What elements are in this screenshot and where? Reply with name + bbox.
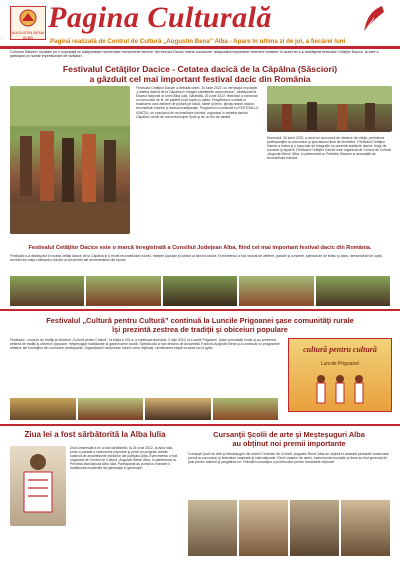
strip-photo: [213, 398, 279, 420]
article1-after-text: Festivalul s-a desfăşurat în incinta cetăţii dacice de la Căpâlna şi a reunit reconstituitori istorici, meşteri populari şi iubitori ai istoriei dacice. Evenimentul a fost marcat de ateliere, parade şi concerte, spectacole de teatru şi dans, demonstraţii de luptă, recreări din viaţa cotidiană a dacilor şi prezentări ale armamentului din epocă.: [10, 254, 383, 263]
article1-photo-small: [267, 86, 392, 132]
strip-photo: [316, 276, 390, 306]
masthead: [0, 0, 400, 48]
masthead-subtitle: Pagină realizată de Centrul de Cultură „Augustin Bena” Alba - Apare în ultima zi de joi, a fiecărei luni: [50, 38, 346, 45]
article3-text: Ziua Universală a Iei a fost sărbătorită, la 24 iunie 2022, la Alba Iulia, printr-o paradă a costumelor populare şi printr-un program artistic susţinut de ansamblurile folclorice ale judeţului Alba. Evenimentul a fost organizat de Centrul de Cultură „Augustin Bena” Alba, în parteneriat cu Primăria Municipiului Alba Iulia. Participanţii au purtat cu mândrie ii tradiţionale moştenite din generaţie în generaţie.: [70, 446, 178, 471]
article1-headline: [8, 64, 392, 84]
article3-photo: [10, 446, 66, 526]
article1-headline-line1: Festivalul Cetăţilor Dacice - Cetatea dacică de la Căpâlna (Săsciori): [62, 64, 338, 74]
article1-headline-line2: a găzduit cel mai important festival dacic din România: [89, 74, 311, 84]
grid-photo: [290, 500, 339, 556]
reenactment-photo-icon: [267, 86, 392, 132]
article2-text: Festivalul - concurs de tradiţii şi obiceiuri „Cultură pentru Cultură”, la ediţia a XIX-a, a continuat duminică, 3 iulie 2022, la Luncile Prigoanei. Şase comunităţi rurale şi-au prezentat zestrea de tradiţii şi obiceiuri populare, meşteşuguri tradiţionale şi gastronomie locală. Spectacolul a fost deschis de Ansamblul Folcloric Augustin Bena şi a continuat cu programele artistice ale formaţiilor din comunele participante. Organizatorii mulţumesc tuturor celor implicaţi. Următoarea etapă va avea loc la Ighiu.: [10, 338, 280, 351]
grid-photo: [239, 500, 288, 556]
strip-photo: [10, 276, 84, 306]
article4-headline-line2: au obţinut noi premii importante: [232, 439, 346, 448]
masthead-divider: [0, 46, 400, 49]
article1-columns: [136, 86, 392, 246]
traditional-blouse-icon: [10, 446, 66, 526]
article2-photo-strip: [0, 398, 288, 420]
article2-headline: [8, 316, 392, 334]
section-divider: [0, 309, 400, 311]
festival-photo-icon: [10, 86, 130, 234]
article2-headline-line1: Festivalul „Cultură pentru Cultură” continuă la Luncile Prigoanei şase comunităţi rurale: [46, 316, 354, 325]
article3-headline: Ziua Iei a fost sărbătorită la Alba Iulia: [24, 430, 166, 439]
article4-headline-line1: Cursanţii Şcolii de arte şi Meşteşuguri Alba: [213, 430, 365, 439]
logo-emblem-icon: [11, 7, 45, 29]
strip-photo: [10, 398, 76, 420]
grid-photo: [341, 500, 390, 556]
strip-photo: [145, 398, 211, 420]
poster-subtitle: Luncile Prigoanei: [320, 361, 360, 367]
article1-right-text: Duminică, 26 iunie 2022, a avut loc concursul de cântece de vitejie, premierea participanţilor la concursuri şi spectacolul final de închidere. Festivalul Cetăţilor Dacice a inclus şi o expoziţie de fotografie ce prezintă artefacte dacice, tiraje de monede şi bijuterii. Festivalul Cetăţilor Dacice este organizat de Centrul de Cultură „Augustin Bena” Alba, în parteneriat cu Primăria Săsciori şi asociaţiile de reconstituire istorică.: [267, 136, 391, 161]
poster-title: cultură pentru cultură: [303, 345, 377, 354]
article1-column-middle: Festivalul Cetăţilor Dacice a debutat vineri, 24 iunie 2022, cu vernisajul expoziţiei „Cetatea dacică de la Căpâlna în imagini sărbătorite dacoromane”, desfăşurat la Muzeul Naţional al Unirii Alba Iulia. Sâmbătă, 25 iunie 2022, festivalul a continuat cu concursul de tir, de ştafetă şi de luptă cu sabia. Pregătirea a constat în realizarea unor ateliere de pictură pe sticlă, hârtie şi lemn, ştiinţa hranei dacice, reconstituiri istorice şi dansuri tradiţionale. Programul a continuat cu FESTIVALUL IGNIŢIU, un spectacol de reconstituire istorică, organizat în cetatea dacică Căpâlna, urmat de concertul trupei Kyrie şi de un foc de tabără.: [136, 86, 259, 119]
section-divider: [0, 424, 400, 426]
grid-photo: [188, 500, 237, 556]
article1-column-right: [267, 86, 392, 246]
publisher-logo: [10, 6, 46, 40]
photo-strip: [0, 276, 400, 306]
strip-photo: [163, 276, 237, 306]
folk-dancers-icon: [309, 371, 371, 407]
article1-photo: [10, 86, 130, 234]
newspaper-title: Pagina Culturală: [48, 1, 272, 34]
article1-banner: Festivalul Cetăţilor Dacice este o marcă înregistrată a Consiliul Judeţean Alba, fiind cel mai important festival dacic din România.: [28, 245, 372, 251]
logo-text: AUGUSTIN BENA ALBA: [11, 30, 45, 40]
strip-photo: [239, 276, 313, 306]
article4-text: Cursanţii Şcolii de Arte şi Meşteşuguri din cadrul Centrului de Cultură „Augustin Bena” Alba au obţinut în această perioadă numeroase premii la concursuri şi festivaluri naţionale şi internaţionale. Elevii claselor de canto, instrumente muzicale şi dans au fost apreciaţi de juriu pentru talentul şi pregătirea lor. Felicitări cursanţilor şi profesorilor pentru rezultatele obţinute!: [188, 452, 389, 465]
intro-paragraph: Comuna Săsciori, locatăre pe o suprafaţă ce adăposteşte numeroase monumente istorice: din trecutul Daciei, foarte cunoscute, adăpostind importante obiective turistice; în acest an s-a desfăşurat festivalul Cetăţilor Dacice, la care a participat un număr impresionant de vizitatori.: [10, 50, 379, 59]
article4-photo-grid: [188, 500, 390, 556]
article4-headline: [188, 430, 390, 448]
strip-photo: [78, 398, 144, 420]
article2-poster: [288, 338, 392, 412]
quill-icon: [360, 4, 386, 34]
strip-photo: [86, 276, 160, 306]
article2-headline-line2: îşi prezintă zestrea de tradiţii şi obiceiuri populare: [112, 325, 288, 334]
